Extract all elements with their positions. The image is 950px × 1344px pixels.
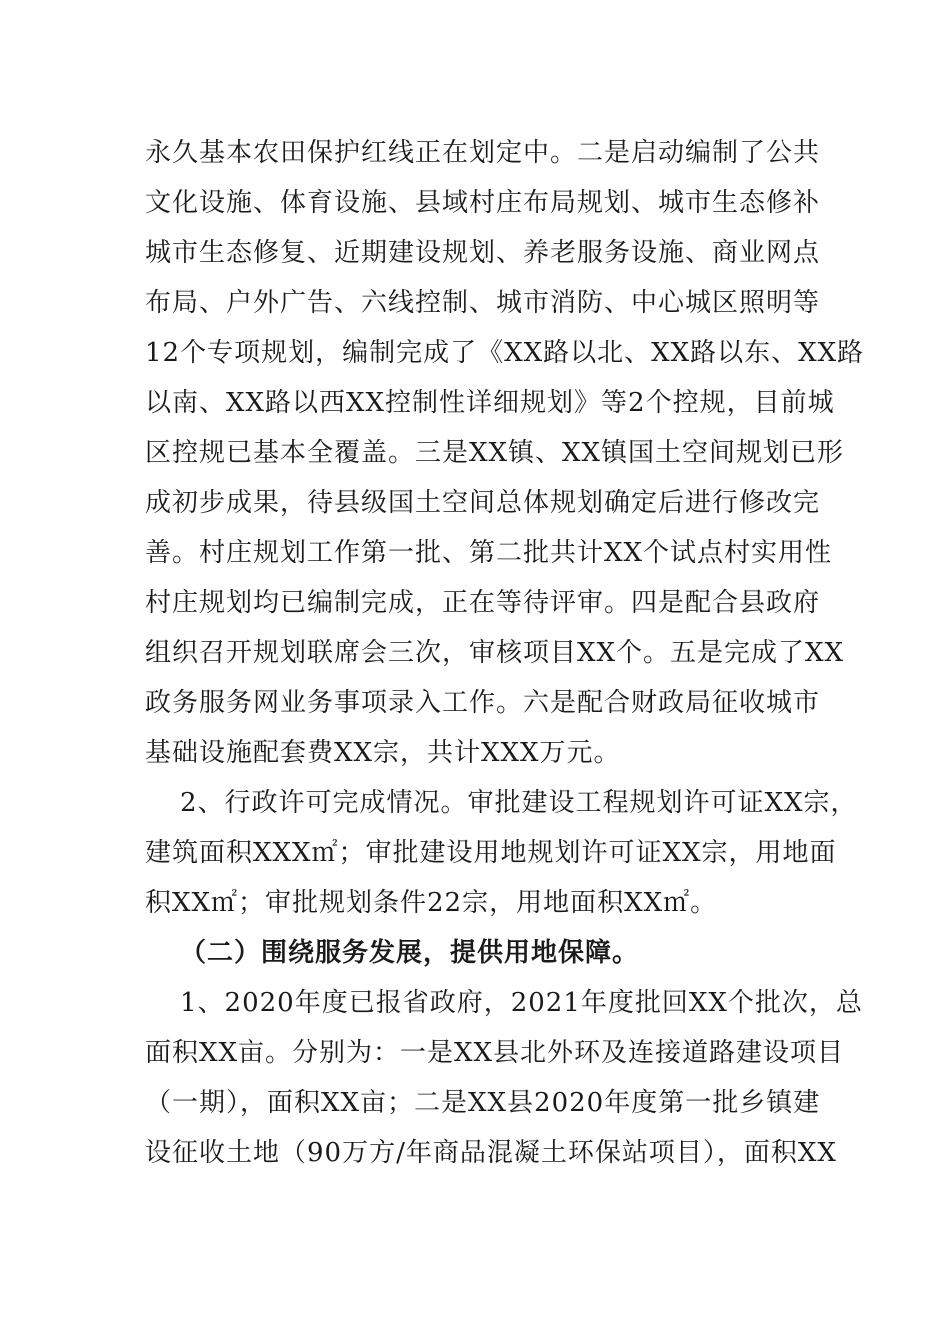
paragraph-line: 文化设施、体育设施、县域村庄布局规划、城市生态修补 [145,188,821,218]
paragraph-line: 以南、XX路以西XX控制性详细规划》等2个控规，目前城 [145,388,835,418]
paragraph-line: 积XX㎡；审批规划条件22宗，用地面积XX㎡。 [145,888,718,918]
paragraph-line: 政务服务网业务事项录入工作。六是配合财政局征收城市 [145,688,821,718]
paragraph-line: 组织召开规划联席会三次，审核项目XX个。五是完成了XX [145,638,845,668]
paragraph-line: 村庄规划均已编制完成，正在等待评审。四是配合县政府 [145,588,821,618]
paragraph-line: 善。村庄规划工作第一批、第二批共计XX个试点村实用性 [145,538,833,568]
paragraph-line: 永久基本农田保护红线正在划定中。二是启动编制了公共 [145,138,821,168]
paragraph-line: 布局、户外广告、六线控制、城市消防、中心城区照明等 [145,288,821,318]
paragraph-line: 2、行政许可完成情况。审批建设工程规划许可证XX宗， [180,788,858,818]
paragraph-line: 区控规已基本全覆盖。三是XX镇、XX镇国土空间规划已形 [145,438,845,468]
paragraph-line: 12个专项规划，编制完成了《XX路以北、XX路以东、XX路 [145,338,865,368]
paragraph-line: 成初步成果，待县级国土空间总体规划确定后进行修改完 [145,488,821,518]
paragraph-line: 面积XX亩。分别为：一是XX县北外环及连接道路建设项目 [145,1038,845,1068]
section-heading: （二）围绕服务发展，提供用地保障。 [180,938,640,968]
paragraph-line: 设征收土地（90万方/年商品混凝土环保站项目），面积XX [145,1138,837,1168]
paragraph-line: 城市生态修复、近期建设规划、养老服务设施、商业网点 [145,238,821,268]
paragraph-line: 1、2020年度已报省政府，2021年度批回XX个批次，总 [180,988,863,1018]
paragraph-line: （一期），面积XX亩；二是XX县2020年度第一批乡镇建 [145,1088,821,1118]
paragraph-line: 基础设施配套费XX宗，共计XXX万元。 [145,738,621,768]
paragraph-line: 建筑面积XXX㎡；审批建设用地规划许可证XX宗，用地面 [145,838,837,868]
